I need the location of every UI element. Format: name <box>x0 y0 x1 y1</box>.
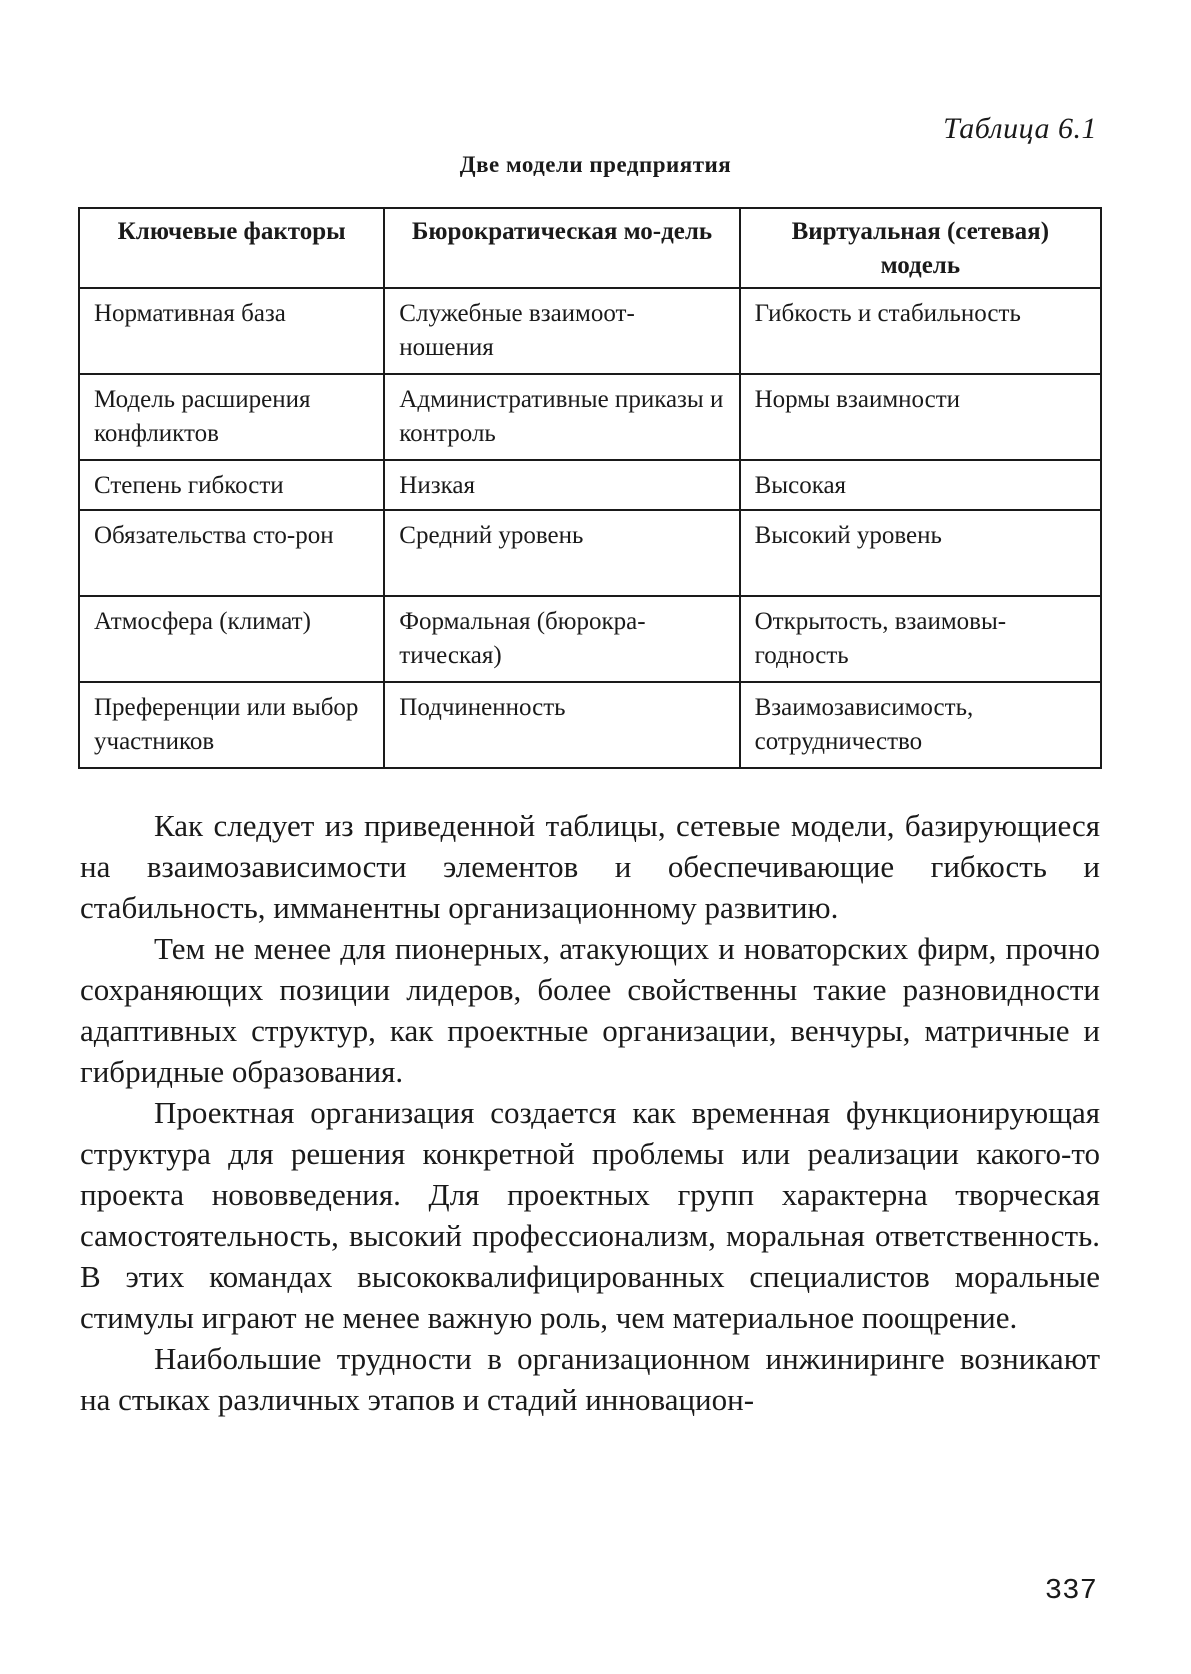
paragraph: Проектная организация создается как временная функционирующая структура для решения конкретной проблемы или реализации какого-то проекта нововведения. Для проектных групп характерна творческая самостоятельность, высокий профессионализм, моральная ответственность. В этих командах высококвалифицированных специалистов моральные стимулы играют не менее важную роль, чем материальное поощрение. <box>80 1095 1100 1335</box>
header-key-factors: Ключевые факторы <box>79 208 384 288</box>
table-cell: Степень гибкости <box>79 460 384 510</box>
models-table <box>78 207 1102 769</box>
table-cell: Административные приказы и контроль <box>384 374 739 460</box>
body-text <box>80 805 1100 1420</box>
table-number: Таблица 6.1 <box>943 112 1097 145</box>
paragraph: Наибольшие трудности в организационном инжиниринге возникают на стыках различных этапов и стадий инновацион- <box>80 1341 1100 1417</box>
table-cell: Преференции или выбор участников <box>79 682 384 768</box>
paragraph: Как следует из приведенной таблицы, сетевые модели, базирующиеся на взаимозависимости элементов и обеспечивающие гибкость и стабильность, имманентны организационному развитию. <box>80 808 1100 925</box>
table-cell: Высокий уровень <box>740 510 1101 596</box>
table-header-row <box>79 208 1101 288</box>
table-cell: Взаимозависимость, сотрудничество <box>740 682 1101 768</box>
table-cell: Нормы взаимности <box>740 374 1101 460</box>
table-cell: Нормативная база <box>79 288 384 374</box>
table-cell: Открытость, взаимовы-годность <box>740 596 1101 682</box>
table-row <box>79 682 1101 768</box>
table-row <box>79 596 1101 682</box>
table-cell: Обязательства сто-рон <box>79 510 384 596</box>
paragraph: Тем не менее для пионерных, атакующих и новаторских фирм, прочно сохраняющих позиции лидеров, более свойственны такие разновидности адаптивных структур, как проектные организации, венчуры, матричные и гибридные образования. <box>80 931 1100 1089</box>
page-number: 337 <box>1044 1574 1097 1607</box>
table-cell: Высокая <box>740 460 1101 510</box>
table-cell: Формальная (бюрокра-тическая) <box>384 596 739 682</box>
table-cell: Средний уровень <box>384 510 739 596</box>
table-cell: Гибкость и стабильность <box>740 288 1101 374</box>
table-cell: Подчиненность <box>384 682 739 768</box>
table-cell: Служебные взаимоот-ношения <box>384 288 739 374</box>
header-virtual-model: Виртуальная (сетевая) модель <box>740 208 1101 288</box>
table-row <box>79 374 1101 460</box>
header-bureaucratic-model: Бюрократическая мо-дель <box>384 208 739 288</box>
table-cell: Низкая <box>384 460 739 510</box>
table-cell: Атмосфера (климат) <box>79 596 384 682</box>
table-row <box>79 288 1101 374</box>
table-cell: Модель расширения конфликтов <box>79 374 384 460</box>
table-caption: Две модели предприятия <box>459 152 732 177</box>
table-row <box>79 510 1101 596</box>
table-row <box>79 460 1101 510</box>
